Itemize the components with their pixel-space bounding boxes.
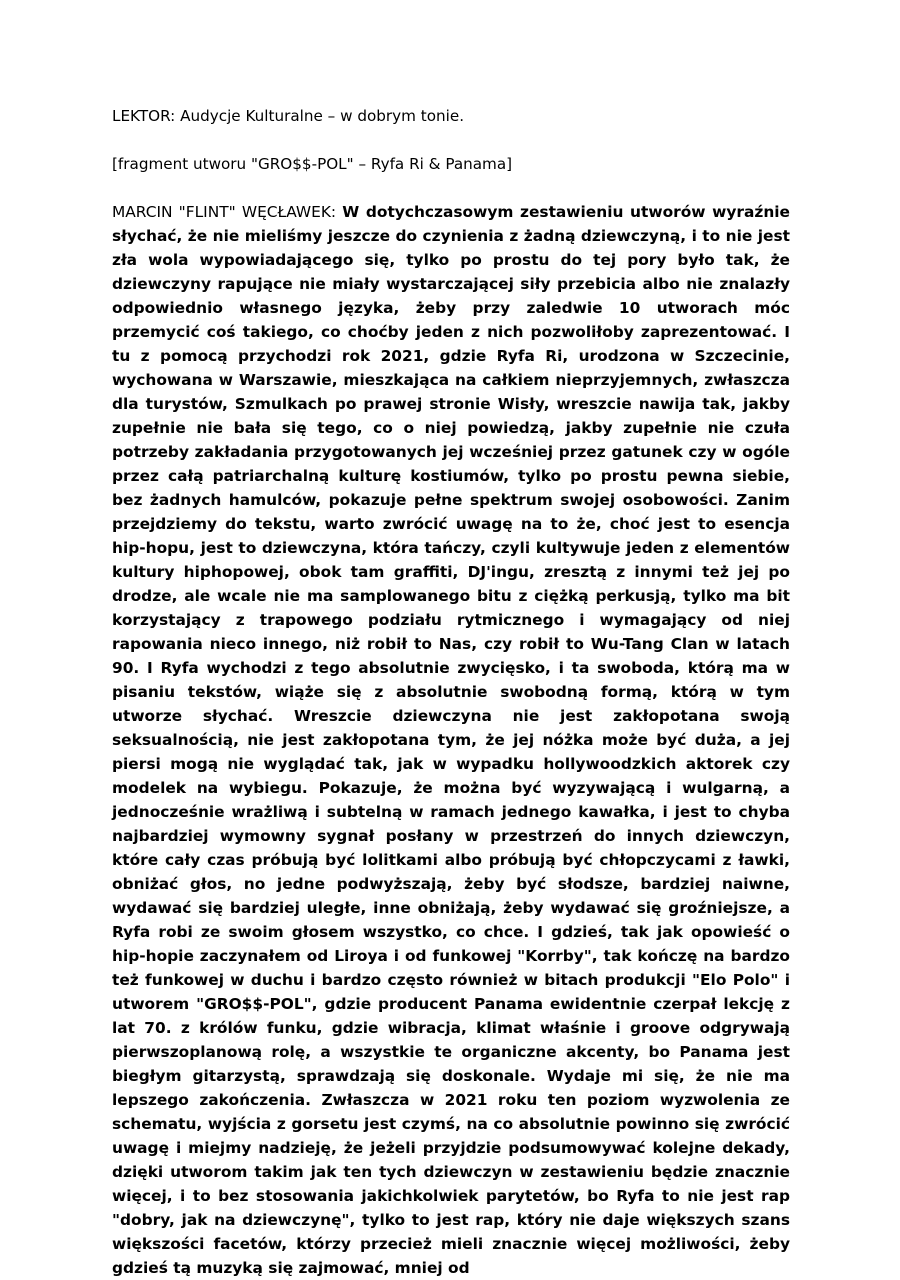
lector-line: LEKTOR: Audycje Kulturalne – w dobrym tonie. — [112, 107, 465, 125]
speaker-label: MARCIN "FLINT" WĘCŁAWEK: — [112, 203, 337, 221]
speech-paragraph — [112, 200, 790, 1280]
speech-text: W dotychczasowym zestawieniu utworów wyraźnie słychać, że nie mieliśmy jeszcze do czynienia z żadną dziewczyną, i to nie jest zła wola wypowiadającego się, tylko po prostu do tej pory było tak, że dziewczyny rapujące nie miały wystarczającej siły przebicia albo nie znalazły odpowiednio własnego języka, żeby przy zaledwie 10 utworach móc przemycić coś takiego, co choćby jeden z nich pozwoliłoby zaprezentować. I tu z pomocą przychodzi rok 2021, gdzie Ryfa Ri, urodzona w Szczecinie, wychowana w Warszawie, mieszkająca na całkiem nieprzyjemnych, zwłaszcza dla turystów, Szmulkach po prawej stronie Wisły, wreszcie nawija tak, jakby zupełnie nie bała się tego, co o niej powiedzą, jakby zupełnie nie czuła potrzeby zakładania przygotowanych jej wcześniej przez gatunek czy w ogóle przez całą patriarchalną kulturę kostiumów, tylko po prostu pewna siebie, bez żadnych hamulców, pokazuje pełne spektrum swojej osobowości. Zanim przejdziemy do tekstu, warto zwrócić uwagę na to że, choć jest to esencja hip-hopu, jest to dziewczyna, która tańczy, czyli kultywuje jeden z elementów kultury hiphopowej, obok tam graffiti, DJ'ingu, zresztą z innymi też jej po drodze, ale wcale nie ma samplowanego bitu z ciężką perkusją, tylko ma bit korzystający z trapowego podziału rytmicznego i wymagający od niej rapowania nieco innego, niż robił to Nas, czy robił to Wu-Tang Clan w latach 90. I Ryfa wychodzi z tego absolutnie zwycięsko, i ta swoboda, którą ma w pisaniu tekstów, wiąże się z absolutnie swobodną formą, którą w tym utworze słychać. Wreszcie dziewczyna nie jest zakłopotana swoją seksualnością, nie jest zakłopotana tym, że jej nóżka może być duża, a jej piersi mogą nie wyglądać tak, jak w wypadku hollywoodzkich aktorek czy modelek na wybiegu. Pokazuje, że można być wyzywającą i wulgarną, a jednocześnie wrażliwą i subtelną w ramach jednego kawałka, i jest to chyba najbardziej wymowny sygnał posłany w przestrzeń do innych dziewczyn, które cały czas próbują być lolitkami albo próbują być chłopczycami z ławki, obniżać głos, no jedne podwyższają, żeby być słodsze, bardziej naiwne, wydawać się bardziej uległe, inne obniżają, żeby wydawać się groźniejsze, a Ryfa robi ze swoim głosem wszystko, co chce. I gdzieś, tak jak opowieść o hip-hopie zaczynałem od Liroya i od funkowej "Korrby", tak kończę na bardzo też funkowej w duchu i bardzo często również w bitach produkcji "Elo Polo" i utworem "GRO$$-POL", gdzie producent Panama ewidentnie czerpał lekcję z lat 70. z królów funku, gdzie wibracja, klimat właśnie i groove odgrywają pierwszoplanową rolę, a wszystkie te organiczne akcenty, bo Panama jest biegłym gitarzystą, sprawdzają się doskonale. Wydaje mi się, że nie ma lepszego zakończenia. Zwłaszcza w 2021 roku ten poziom wyzwolenia ze schematu, wyjścia z gorsetu jest czymś, na co absolutnie powinno się zwrócić uwagę i miejmy nadzieję, że jeżeli przyjdzie podsumowywać kolejne dekady, dzięki utworom takim jak ten tych dziewczyn w zestawieniu będzie znacznie więcej, i to bez stosowania jakichkolwiek parytetów, bo Ryfa to nie jest rap "dobry, jak na dziewczynę", tylko to jest rap, który nie daje większych szans większości facetów, którzy przecież mieli znacznie więcej możliwości, żeby gdzieś tą muzyką się zajmować, mniej od — [112, 203, 790, 1277]
transcript-body — [112, 104, 790, 1280]
fragment-line: [fragment utworu "GRO$$-POL" – Ryfa Ri & Panama] — [112, 155, 513, 173]
